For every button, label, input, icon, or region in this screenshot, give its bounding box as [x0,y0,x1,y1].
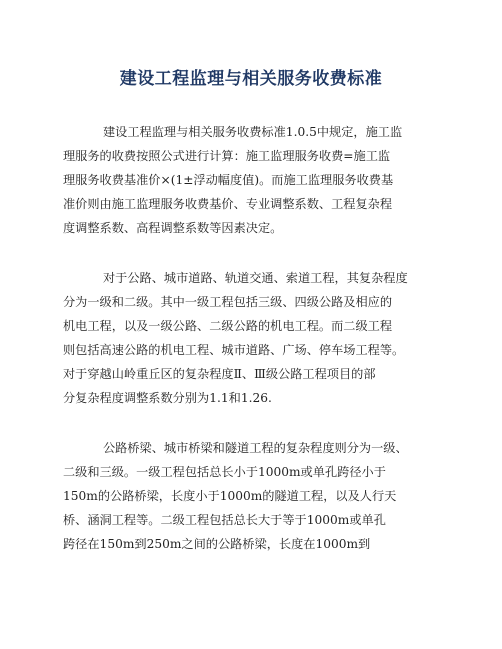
paragraph-1-line-1: 建设工程监理与相关服务收费标准1.0.5中规定，施工监 [103,125,403,139]
paragraph-1-line-2: 理服务的收费按照公式进行计算：施工监理服务收费=施工监 [63,149,391,163]
paragraph-2-line-2: 分为一级和二级。其中一级工程包括三级、四级公路及相应的 [63,295,393,309]
paragraph-2-line-3: 机电工程，以及一级公路、二级公路的机电工程。而二级工程 [63,319,393,333]
paragraph-3-line-4: 桥、涵洞工程等。二级工程包括总长大于等于1000m或单孔 [63,513,386,527]
paragraph-3-line-2: 二级和三级。一级工程包括总长小于1000m或单孔跨径小于 [63,465,386,479]
paragraph-2-line-5: 对于穿越山岭重丘区的复杂程度Ⅱ、Ⅲ级公路工程项目的部 [63,367,376,381]
paragraph-3-line-1: 公路桥梁、城市桥梁和隧道工程的复杂程度则分为一级、 [103,441,408,455]
document-title: 建设工程监理与相关服务收费标准 [119,69,383,89]
paragraph-2-line-4: 则包括高速公路的机电工程、城市道路、广场、停车场工程等。 [63,343,405,357]
paragraph-1-line-5: 度调整系数、高程调整系数等因素决定。 [63,221,283,235]
paragraph-3-line-3: 150m的公路桥梁，长度小于1000m的隧道工程，以及人行天 [63,489,397,503]
paragraph-2-line-1: 对于公路、城市道路、轨道交通、索道工程，其复杂程度 [103,271,408,285]
paragraph-3-line-5: 跨径在150m到250m之间的公路桥梁，长度在1000m到 [63,537,371,551]
paragraph-1-line-3: 理服务收费基准价×(1±浮动幅度值)。而施工监理服务收费基 [63,173,394,187]
paragraph-1-line-4: 准价则由施工监理服务收费基价、专业调整系数、工程复杂程 [63,197,393,211]
paragraph-2-line-6: 分复杂程度调整系数分别为1.1和1.26. [63,391,272,405]
